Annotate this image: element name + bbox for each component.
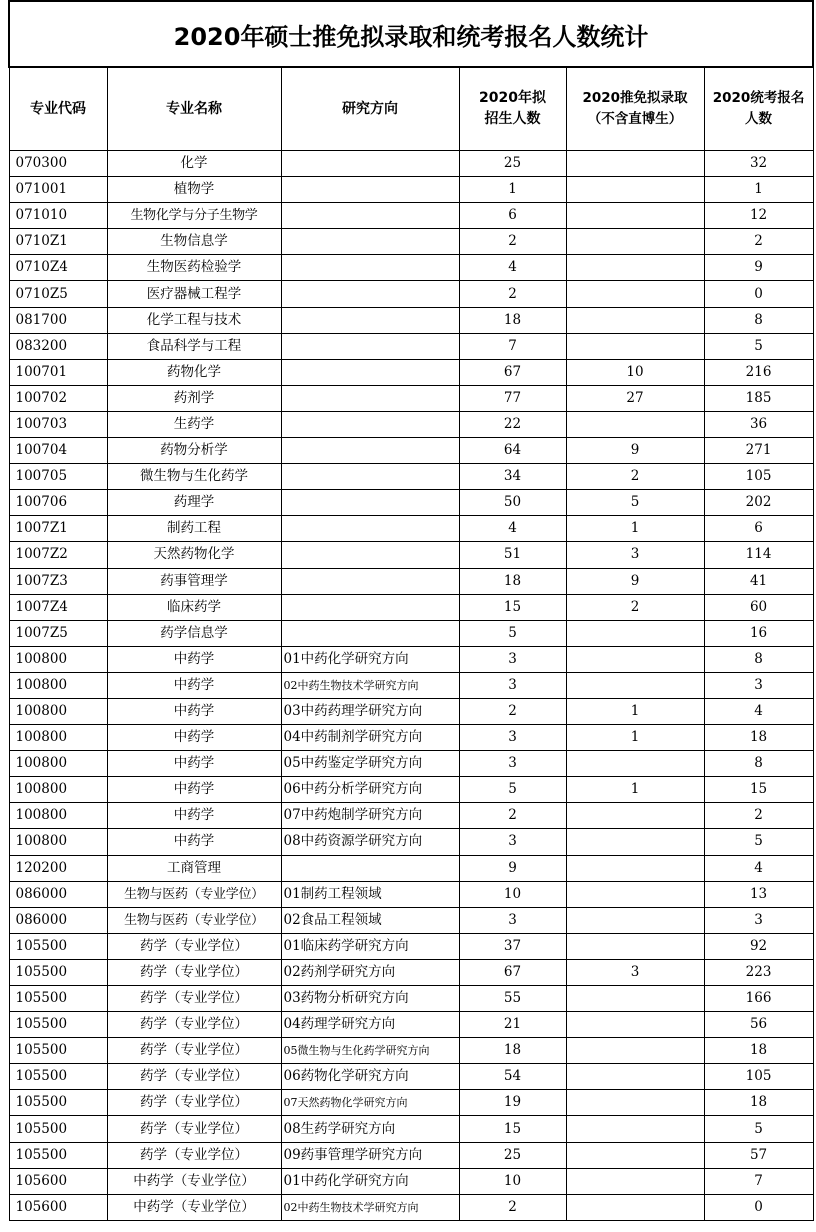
table-body — [9, 151, 813, 1221]
cell-exempt: 1 — [566, 698, 704, 724]
table-row — [9, 1194, 813, 1220]
cell-code: 105500 — [9, 1090, 107, 1116]
cell-direction: 06药物化学研究方向 — [281, 1064, 459, 1090]
header-code: 专业代码 — [9, 67, 107, 151]
cell-plan: 54 — [459, 1064, 566, 1090]
cell-exam: 32 — [704, 151, 813, 177]
cell-direction — [281, 385, 459, 411]
cell-plan: 6 — [459, 203, 566, 229]
table-row — [9, 620, 813, 646]
cell-exam: 5 — [704, 1116, 813, 1142]
table-row — [9, 229, 813, 255]
cell-plan: 3 — [459, 725, 566, 751]
cell-exempt — [566, 1038, 704, 1064]
cell-exam: 5 — [704, 829, 813, 855]
cell-plan: 34 — [459, 464, 566, 490]
cell-exempt — [566, 1012, 704, 1038]
table-row — [9, 1168, 813, 1194]
cell-plan: 4 — [459, 516, 566, 542]
cell-exempt — [566, 646, 704, 672]
cell-code: 086000 — [9, 881, 107, 907]
cell-name: 中药学 — [107, 829, 281, 855]
cell-code: 105500 — [9, 986, 107, 1012]
cell-exempt — [566, 229, 704, 255]
cell-exam: 114 — [704, 542, 813, 568]
cell-exam: 2 — [704, 803, 813, 829]
cell-plan: 3 — [459, 646, 566, 672]
cell-name: 生物与医药（专业学位） — [107, 907, 281, 933]
table-row — [9, 516, 813, 542]
cell-code: 100800 — [9, 725, 107, 751]
cell-code: 105500 — [9, 959, 107, 985]
table-row — [9, 542, 813, 568]
cell-exam: 56 — [704, 1012, 813, 1038]
cell-direction: 08中药资源学研究方向 — [281, 829, 459, 855]
cell-direction: 08生药学研究方向 — [281, 1116, 459, 1142]
cell-exam: 0 — [704, 1194, 813, 1220]
table-row — [9, 829, 813, 855]
cell-name: 药学（专业学位） — [107, 1064, 281, 1090]
cell-code: 100703 — [9, 411, 107, 437]
admission-statistics-table — [8, 0, 814, 1221]
cell-plan: 55 — [459, 986, 566, 1012]
cell-code: 100800 — [9, 803, 107, 829]
cell-name: 药剂学 — [107, 385, 281, 411]
cell-code: 070300 — [9, 151, 107, 177]
cell-plan: 19 — [459, 1090, 566, 1116]
cell-plan: 50 — [459, 490, 566, 516]
cell-plan: 64 — [459, 438, 566, 464]
cell-exempt — [566, 411, 704, 437]
cell-plan: 18 — [459, 568, 566, 594]
cell-code: 100800 — [9, 777, 107, 803]
cell-exempt — [566, 907, 704, 933]
cell-exempt — [566, 620, 704, 646]
cell-exempt — [566, 751, 704, 777]
cell-exam: 60 — [704, 594, 813, 620]
header-plan: 2020年拟招生人数 — [459, 67, 566, 151]
cell-code: 100800 — [9, 751, 107, 777]
cell-code: 1007Z3 — [9, 568, 107, 594]
cell-plan: 2 — [459, 803, 566, 829]
cell-code: 1007Z2 — [9, 542, 107, 568]
table-row — [9, 490, 813, 516]
table-row — [9, 1038, 813, 1064]
cell-plan: 2 — [459, 1194, 566, 1220]
cell-name: 临床药学 — [107, 594, 281, 620]
cell-name: 药学（专业学位） — [107, 933, 281, 959]
cell-code: 100704 — [9, 438, 107, 464]
cell-exam: 8 — [704, 751, 813, 777]
cell-code: 105500 — [9, 933, 107, 959]
cell-name: 生药学 — [107, 411, 281, 437]
cell-exam: 105 — [704, 1064, 813, 1090]
header-exempt: 2020推免拟录取（不含直博生） — [566, 67, 704, 151]
cell-exempt: 3 — [566, 959, 704, 985]
cell-direction: 05中药鉴定学研究方向 — [281, 751, 459, 777]
cell-name: 医疗器械工程学 — [107, 281, 281, 307]
table-row — [9, 1142, 813, 1168]
cell-plan: 15 — [459, 1116, 566, 1142]
cell-direction: 01中药化学研究方向 — [281, 1168, 459, 1194]
table-row — [9, 594, 813, 620]
cell-exempt: 1 — [566, 725, 704, 751]
cell-exempt — [566, 933, 704, 959]
table-row — [9, 333, 813, 359]
cell-direction — [281, 490, 459, 516]
cell-exempt — [566, 803, 704, 829]
cell-direction — [281, 229, 459, 255]
table-row — [9, 751, 813, 777]
table-row — [9, 1012, 813, 1038]
cell-direction — [281, 516, 459, 542]
cell-code: 100702 — [9, 385, 107, 411]
cell-exam: 0 — [704, 281, 813, 307]
cell-plan: 4 — [459, 255, 566, 281]
cell-code: 105500 — [9, 1116, 107, 1142]
cell-direction — [281, 855, 459, 881]
cell-name: 药学（专业学位） — [107, 1012, 281, 1038]
cell-plan: 10 — [459, 881, 566, 907]
cell-plan: 15 — [459, 594, 566, 620]
cell-name: 药学（专业学位） — [107, 959, 281, 985]
cell-plan: 3 — [459, 672, 566, 698]
cell-name: 制药工程 — [107, 516, 281, 542]
table-row — [9, 438, 813, 464]
table-row — [9, 672, 813, 698]
cell-direction: 06中药分析学研究方向 — [281, 777, 459, 803]
cell-exam: 166 — [704, 986, 813, 1012]
cell-plan: 77 — [459, 385, 566, 411]
cell-exempt — [566, 151, 704, 177]
cell-direction: 03中药药理学研究方向 — [281, 698, 459, 724]
cell-direction: 02药剂学研究方向 — [281, 959, 459, 985]
cell-exempt: 1 — [566, 516, 704, 542]
page-title: 2020年硕士推免拟录取和统考报名人数统计 — [9, 1, 813, 67]
cell-name: 中药学 — [107, 672, 281, 698]
cell-exempt — [566, 203, 704, 229]
cell-direction: 01制药工程领域 — [281, 881, 459, 907]
cell-direction: 02中药生物技术学研究方向 — [281, 1194, 459, 1220]
cell-direction — [281, 438, 459, 464]
cell-name: 中药学（专业学位） — [107, 1194, 281, 1220]
cell-exempt — [566, 177, 704, 203]
cell-exam: 13 — [704, 881, 813, 907]
cell-code: 081700 — [9, 307, 107, 333]
cell-code: 100706 — [9, 490, 107, 516]
cell-code: 071001 — [9, 177, 107, 203]
cell-direction: 02中药生物技术学研究方向 — [281, 672, 459, 698]
table-row — [9, 1064, 813, 1090]
cell-exempt — [566, 986, 704, 1012]
cell-name: 药物分析学 — [107, 438, 281, 464]
table-row — [9, 959, 813, 985]
cell-exempt — [566, 1090, 704, 1116]
cell-plan: 18 — [459, 1038, 566, 1064]
cell-code: 083200 — [9, 333, 107, 359]
cell-exempt: 5 — [566, 490, 704, 516]
table-row — [9, 855, 813, 881]
cell-direction: 04药理学研究方向 — [281, 1012, 459, 1038]
cell-direction — [281, 411, 459, 437]
cell-direction: 05微生物与生化药学研究方向 — [281, 1038, 459, 1064]
cell-name: 化学 — [107, 151, 281, 177]
cell-code: 105500 — [9, 1142, 107, 1168]
cell-code: 071010 — [9, 203, 107, 229]
cell-direction — [281, 464, 459, 490]
cell-direction — [281, 255, 459, 281]
table-row — [9, 1090, 813, 1116]
header-exam: 2020统考报名人数 — [704, 67, 813, 151]
cell-exam: 18 — [704, 1038, 813, 1064]
cell-exam: 5 — [704, 333, 813, 359]
table-row — [9, 1116, 813, 1142]
cell-direction: 07天然药物化学研究方向 — [281, 1090, 459, 1116]
cell-exempt — [566, 881, 704, 907]
cell-exempt — [566, 1064, 704, 1090]
cell-name: 药学（专业学位） — [107, 1090, 281, 1116]
cell-plan: 9 — [459, 855, 566, 881]
cell-exam: 6 — [704, 516, 813, 542]
cell-exam: 12 — [704, 203, 813, 229]
cell-direction — [281, 568, 459, 594]
table-row — [9, 933, 813, 959]
cell-code: 100800 — [9, 646, 107, 672]
cell-name: 中药学 — [107, 646, 281, 672]
cell-name: 药学（专业学位） — [107, 1038, 281, 1064]
cell-direction: 07中药炮制学研究方向 — [281, 803, 459, 829]
cell-name: 药理学 — [107, 490, 281, 516]
cell-name: 生物医药检验学 — [107, 255, 281, 281]
cell-direction — [281, 307, 459, 333]
cell-exempt: 3 — [566, 542, 704, 568]
table-row — [9, 177, 813, 203]
cell-code: 1007Z1 — [9, 516, 107, 542]
table-row — [9, 646, 813, 672]
cell-plan: 2 — [459, 281, 566, 307]
cell-direction — [281, 151, 459, 177]
cell-exam: 3 — [704, 907, 813, 933]
cell-exam: 41 — [704, 568, 813, 594]
cell-plan: 37 — [459, 933, 566, 959]
cell-name: 植物学 — [107, 177, 281, 203]
cell-direction — [281, 542, 459, 568]
cell-code: 0710Z5 — [9, 281, 107, 307]
cell-exam: 92 — [704, 933, 813, 959]
cell-name: 药学（专业学位） — [107, 1142, 281, 1168]
cell-direction — [281, 333, 459, 359]
cell-exam: 15 — [704, 777, 813, 803]
table-row — [9, 907, 813, 933]
cell-code: 100800 — [9, 829, 107, 855]
cell-name: 生物化学与分子生物学 — [107, 203, 281, 229]
cell-exam: 105 — [704, 464, 813, 490]
cell-direction — [281, 281, 459, 307]
table-row — [9, 986, 813, 1012]
cell-exam: 216 — [704, 359, 813, 385]
cell-direction: 09药事管理学研究方向 — [281, 1142, 459, 1168]
cell-exam: 4 — [704, 698, 813, 724]
cell-name: 中药学 — [107, 803, 281, 829]
cell-plan: 7 — [459, 333, 566, 359]
table-row — [9, 725, 813, 751]
cell-exam: 2 — [704, 229, 813, 255]
cell-exempt — [566, 307, 704, 333]
cell-name: 化学工程与技术 — [107, 307, 281, 333]
cell-exam: 8 — [704, 307, 813, 333]
cell-exam: 1 — [704, 177, 813, 203]
cell-exempt: 9 — [566, 438, 704, 464]
cell-plan: 51 — [459, 542, 566, 568]
table-row — [9, 255, 813, 281]
cell-direction — [281, 359, 459, 385]
cell-exempt — [566, 829, 704, 855]
cell-code: 1007Z4 — [9, 594, 107, 620]
cell-exam: 57 — [704, 1142, 813, 1168]
cell-exam: 8 — [704, 646, 813, 672]
table-row — [9, 803, 813, 829]
cell-exempt: 10 — [566, 359, 704, 385]
cell-code: 105500 — [9, 1064, 107, 1090]
cell-exam: 4 — [704, 855, 813, 881]
table-row — [9, 281, 813, 307]
cell-exempt: 27 — [566, 385, 704, 411]
table-row — [9, 464, 813, 490]
cell-name: 中药学 — [107, 751, 281, 777]
cell-code: 100800 — [9, 672, 107, 698]
cell-plan: 22 — [459, 411, 566, 437]
table-row — [9, 203, 813, 229]
cell-exempt: 1 — [566, 777, 704, 803]
cell-direction — [281, 177, 459, 203]
cell-code: 100701 — [9, 359, 107, 385]
cell-direction — [281, 594, 459, 620]
cell-name: 食品科学与工程 — [107, 333, 281, 359]
cell-code: 0710Z4 — [9, 255, 107, 281]
cell-name: 药学（专业学位） — [107, 1116, 281, 1142]
cell-code: 100800 — [9, 698, 107, 724]
cell-plan: 18 — [459, 307, 566, 333]
cell-plan: 10 — [459, 1168, 566, 1194]
cell-exempt — [566, 855, 704, 881]
cell-code: 120200 — [9, 855, 107, 881]
cell-plan: 2 — [459, 229, 566, 255]
cell-plan: 5 — [459, 620, 566, 646]
cell-plan: 2 — [459, 698, 566, 724]
header-direction: 研究方向 — [281, 67, 459, 151]
cell-plan: 67 — [459, 959, 566, 985]
cell-code: 105600 — [9, 1168, 107, 1194]
cell-name: 中药学 — [107, 698, 281, 724]
cell-exempt — [566, 1116, 704, 1142]
cell-name: 药事管理学 — [107, 568, 281, 594]
cell-direction — [281, 203, 459, 229]
cell-direction: 01中药化学研究方向 — [281, 646, 459, 672]
cell-plan: 1 — [459, 177, 566, 203]
table-row — [9, 411, 813, 437]
table-row — [9, 307, 813, 333]
cell-exam: 9 — [704, 255, 813, 281]
cell-name: 生物与医药（专业学位） — [107, 881, 281, 907]
cell-exempt: 2 — [566, 594, 704, 620]
cell-direction: 02食品工程领域 — [281, 907, 459, 933]
cell-direction: 01临床药学研究方向 — [281, 933, 459, 959]
cell-code: 105500 — [9, 1012, 107, 1038]
cell-code: 1007Z5 — [9, 620, 107, 646]
cell-plan: 25 — [459, 151, 566, 177]
cell-direction — [281, 620, 459, 646]
cell-exempt — [566, 672, 704, 698]
table-row — [9, 698, 813, 724]
cell-direction: 03药物分析研究方向 — [281, 986, 459, 1012]
cell-name: 药物化学 — [107, 359, 281, 385]
cell-plan: 3 — [459, 829, 566, 855]
table-row — [9, 777, 813, 803]
header-row — [9, 67, 813, 151]
cell-name: 药学（专业学位） — [107, 986, 281, 1012]
cell-name: 中药学（专业学位） — [107, 1168, 281, 1194]
cell-exam: 223 — [704, 959, 813, 985]
cell-exempt — [566, 1168, 704, 1194]
table-row — [9, 151, 813, 177]
cell-exempt: 9 — [566, 568, 704, 594]
cell-plan: 3 — [459, 907, 566, 933]
cell-exempt — [566, 1142, 704, 1168]
cell-plan: 25 — [459, 1142, 566, 1168]
cell-exam: 18 — [704, 1090, 813, 1116]
cell-code: 086000 — [9, 907, 107, 933]
cell-name: 中药学 — [107, 777, 281, 803]
table-row — [9, 359, 813, 385]
cell-exempt — [566, 281, 704, 307]
cell-plan: 67 — [459, 359, 566, 385]
cell-exam: 202 — [704, 490, 813, 516]
cell-code: 105500 — [9, 1038, 107, 1064]
table-row — [9, 385, 813, 411]
cell-exempt: 2 — [566, 464, 704, 490]
cell-exam: 185 — [704, 385, 813, 411]
cell-exam: 7 — [704, 1168, 813, 1194]
cell-exam: 16 — [704, 620, 813, 646]
cell-plan: 5 — [459, 777, 566, 803]
cell-plan: 3 — [459, 751, 566, 777]
cell-name: 生物信息学 — [107, 229, 281, 255]
cell-exempt — [566, 255, 704, 281]
cell-name: 工商管理 — [107, 855, 281, 881]
cell-code: 0710Z1 — [9, 229, 107, 255]
cell-name: 中药学 — [107, 725, 281, 751]
cell-exempt — [566, 1194, 704, 1220]
cell-direction: 04中药制剂学研究方向 — [281, 725, 459, 751]
cell-exam: 36 — [704, 411, 813, 437]
cell-plan: 21 — [459, 1012, 566, 1038]
table-row — [9, 881, 813, 907]
cell-name: 天然药物化学 — [107, 542, 281, 568]
cell-code: 105600 — [9, 1194, 107, 1220]
cell-code: 100705 — [9, 464, 107, 490]
header-name: 专业名称 — [107, 67, 281, 151]
cell-exempt — [566, 333, 704, 359]
cell-name: 药学信息学 — [107, 620, 281, 646]
cell-exam: 271 — [704, 438, 813, 464]
cell-name: 微生物与生化药学 — [107, 464, 281, 490]
cell-exam: 18 — [704, 725, 813, 751]
cell-exam: 3 — [704, 672, 813, 698]
table-row — [9, 568, 813, 594]
